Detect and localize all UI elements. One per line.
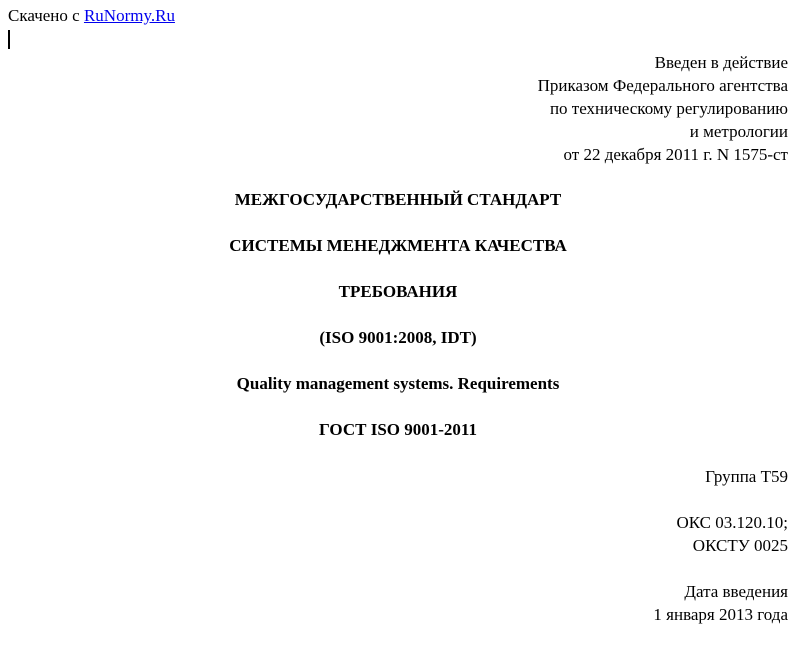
- codes-block: [676, 511, 788, 557]
- classification-group: Группа Т59: [705, 467, 788, 486]
- runormy-link[interactable]: RuNormy.Ru: [83, 6, 175, 25]
- effective-date-label: Дата введения: [684, 582, 788, 601]
- text-cursor: [8, 30, 10, 49]
- enactment-line-5: от 22 декабря 2011 г. N 1575-ст: [563, 145, 788, 164]
- group-block: [705, 465, 788, 488]
- enactment-line-1: Введен в действие: [654, 53, 788, 72]
- effective-date-block: [653, 580, 788, 626]
- subject-heading: СИСТЕМЫ МЕНЕДЖМЕНТА КАЧЕСТВА: [229, 236, 567, 255]
- part-heading: ТРЕБОВАНИЯ: [338, 282, 458, 301]
- oks-code: ОКС 03.120.10;: [676, 513, 788, 532]
- enactment-block: [538, 51, 788, 166]
- standard-designation: ГОСТ ISO 9001-2011: [319, 420, 477, 439]
- standard-type-heading: МЕЖГОСУДАРСТВЕННЫЙ СТАНДАРТ: [234, 190, 562, 209]
- enactment-line-3: по техническому регулированию: [549, 99, 788, 118]
- download-prefix: Скачено с: [8, 6, 80, 25]
- iso-reference: (ISO 9001:2008, IDT): [319, 328, 477, 347]
- okstu-code: ОКСТУ 0025: [692, 536, 788, 555]
- english-title: Quality management systems. Requirements: [236, 374, 560, 393]
- download-source-line: [8, 6, 175, 26]
- effective-date-value: 1 января 2013 года: [653, 605, 788, 624]
- enactment-line-2: Приказом Федерального агентства: [537, 76, 788, 95]
- enactment-line-4: и метрологии: [689, 122, 788, 141]
